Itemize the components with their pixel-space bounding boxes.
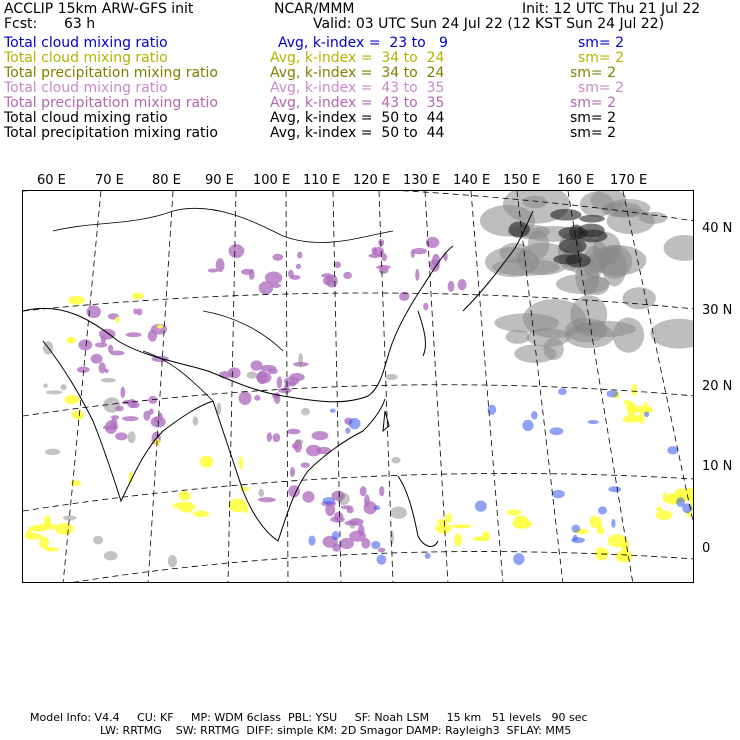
longitude-label: 90 E [205, 173, 234, 188]
blue-cloud-blob [425, 553, 431, 559]
init-time: Init: 12 UTC Thu 21 Jul 22 [522, 1, 701, 17]
yellow-cloud-blob [435, 523, 451, 533]
field-name: Total cloud mixing ratio [4, 80, 168, 96]
yellow-cloud-blob [70, 480, 81, 486]
valid-time: Valid: 03 UTC Sun 24 Jul 22 (12 KST Sun 24 Jul 22) [313, 16, 665, 32]
gray-cloud-blob [104, 551, 118, 560]
gray-cloud-blob [93, 536, 103, 545]
field-range: Avg, k-index = 50 to 44 [270, 125, 445, 141]
longitude-label: 130 E [403, 173, 441, 188]
gray-cloud-blob [528, 230, 549, 259]
purple-precip-blob [258, 497, 276, 502]
blue-cloud-blob [573, 535, 578, 541]
purple-precip-blob [429, 259, 439, 272]
yellow-cloud-blob [44, 515, 51, 527]
purple-precip-blob [265, 271, 282, 284]
gray-cloud-blob [128, 431, 136, 443]
purple-precip-blob [101, 335, 106, 344]
gray-cloud-blob [390, 531, 394, 545]
yellow-cloud-blob [243, 505, 248, 514]
gray-cloud-blob [63, 515, 76, 520]
purple-precip-blob [278, 388, 292, 393]
longitude-label: 110 E [303, 173, 341, 188]
blue-cloud-blob [522, 420, 533, 431]
purple-precip-blob [448, 281, 455, 292]
latitude-label: 40 N [702, 221, 733, 236]
blue-cloud-blob [322, 497, 335, 504]
purple-precip-blob [95, 342, 108, 347]
purple-precip-blob [228, 367, 241, 378]
yellow-cloud-blob [115, 316, 119, 322]
yellow-cloud-blob [26, 530, 32, 539]
longitude-label: 100 E [253, 173, 291, 188]
purple-precip-blob [332, 544, 341, 552]
gray-cloud-blob [650, 319, 694, 349]
gray-cloud-blob [623, 287, 656, 309]
purple-precip-blob [104, 369, 108, 373]
latitude-label: 10 N [702, 459, 733, 474]
purple-precip-blob [105, 420, 117, 434]
purple-precip-blob [376, 265, 391, 270]
gray-cloud-blob [247, 371, 258, 378]
yellow-cloud-blob [454, 533, 462, 546]
field-range: Avg, k-index = 34 to 24 [270, 65, 445, 81]
purple-precip-blob [301, 462, 310, 467]
longitude-label: 150 E [503, 173, 541, 188]
purple-precip-blob [126, 332, 142, 337]
gray-cloud-blob [544, 338, 564, 360]
yellow-cloud-blob [597, 526, 605, 534]
field-smoothing: sm= 2 [578, 50, 625, 66]
model-info-line2: LW: RRTMG SW: RRTMG DIFF: simple KM: 2D Smagor DAMP: Rayleigh3 SFLAY: MM5 [100, 724, 572, 737]
yellow-cloud-blob [45, 547, 58, 552]
purple-precip-blob [312, 431, 329, 440]
gray-cloud-blob [45, 449, 60, 455]
purple-precip-blob [382, 253, 387, 261]
purple-precip-blob [340, 538, 354, 549]
field-name: Total precipitation mixing ratio [4, 125, 218, 141]
purple-precip-blob [423, 303, 428, 311]
longitude-label: 60 E [37, 173, 66, 188]
yellow-cloud-blob [71, 410, 84, 419]
field-name: Total cloud mixing ratio [4, 50, 168, 66]
purple-precip-blob [108, 345, 113, 353]
blue-cloud-blob [349, 418, 361, 429]
gray-cloud-blob [193, 416, 199, 425]
yellow-cloud-blob [132, 292, 144, 299]
yellow-cloud-blob [656, 507, 662, 512]
purple-precip-blob [302, 491, 314, 503]
dark-cloud-blob [558, 227, 588, 240]
latitude-label: 0 [702, 541, 711, 556]
model-info-line1: Model Info: V4.4 CU: KF MP: WDM 6class PBL: YSU SF: Noah LSM 15 km 51 levels 90 sec [30, 711, 588, 724]
blue-cloud-blob [608, 486, 621, 492]
purple-precip-blob [268, 368, 278, 374]
latitude-label: 20 N [702, 379, 733, 394]
lat-line-10 [23, 473, 694, 511]
purple-precip-blob [257, 371, 268, 384]
blue-cloud-blob [475, 500, 487, 511]
yellow-cloud-blob [172, 502, 188, 508]
yellow-cloud-blob [64, 530, 70, 536]
purple-precip-blob [360, 486, 367, 496]
yellow-cloud-blob [64, 395, 79, 404]
gray-cloud-blob [168, 555, 177, 567]
longitude-label: 140 E [453, 173, 491, 188]
purple-precip-blob [290, 467, 295, 477]
purple-precip-blob [254, 395, 260, 401]
blue-cloud-blob [598, 506, 607, 514]
yellow-cloud-blob [482, 531, 490, 541]
purple-precip-blob [458, 279, 467, 290]
yellow-cloud-blob [616, 551, 633, 563]
purple-precip-blob [131, 402, 140, 408]
yellow-cloud-blob [631, 384, 637, 397]
dark-cloud-blob [559, 239, 587, 254]
blue-cloud-blob [332, 531, 340, 540]
dark-cloud-blob [550, 209, 581, 221]
yellow-cloud-blob [39, 536, 49, 548]
yellow-cloud-blob [193, 511, 209, 518]
center-label: NCAR/MMM [274, 1, 355, 17]
gray-cloud-blob [61, 384, 67, 390]
purple-precip-blob [296, 264, 301, 269]
purple-precip-blob [239, 391, 252, 405]
purple-precip-blob [149, 409, 154, 415]
gray-cloud-blob [601, 202, 641, 217]
purple-precip-blob [241, 269, 253, 275]
field-name: Total cloud mixing ratio [4, 35, 168, 51]
lon-line-80 [148, 191, 173, 583]
field-range: Avg, k-index = 23 to 9 [278, 35, 448, 51]
blue-cloud-blob [558, 388, 567, 395]
yellow-cloud-blob [507, 509, 522, 515]
blue-cloud-blob [644, 411, 649, 417]
model-title: ACCLIP 15km ARW-GFS init [4, 1, 194, 17]
longitude-label: 160 E [557, 173, 595, 188]
yellow-cloud-blob [28, 526, 37, 531]
blue-cloud-blob [552, 490, 565, 498]
purple-precip-blob [364, 495, 370, 507]
lon-line-70 [63, 191, 101, 583]
gray-cloud-blob [390, 506, 407, 518]
gray-cloud-blob [664, 235, 694, 261]
gray-cloud-blob [43, 383, 48, 387]
purple-precip-blob [91, 354, 103, 364]
gray-cloud-blob [494, 313, 559, 332]
purple-precip-blob [287, 429, 301, 435]
blue-cloud-blob [374, 505, 381, 510]
longitude-label: 170 E [610, 173, 648, 188]
blue-cloud-blob [513, 553, 524, 565]
blue-cloud-blob [611, 519, 615, 528]
purple-precip-blob [122, 416, 139, 421]
gray-cloud-blob [499, 243, 531, 263]
blue-cloud-blob [308, 536, 315, 546]
field-smoothing: sm= 2 [570, 95, 617, 111]
purple-precip-blob [277, 377, 282, 389]
gray-cloud-blob [301, 408, 310, 416]
coastline-korea [418, 311, 425, 356]
purple-precip-blob [326, 274, 338, 287]
purple-precip-blob [289, 373, 305, 381]
field-smoothing: sm= 2 [570, 110, 617, 126]
yellow-cloud-blob [200, 456, 213, 468]
purple-precip-blob [306, 445, 321, 457]
yellow-cloud-blob [239, 456, 243, 469]
cloud-field-layer [25, 191, 694, 567]
purple-precip-blob [379, 486, 384, 496]
fcst-value: 63 h [64, 16, 96, 32]
yellow-cloud-blob [178, 491, 191, 500]
yellow-cloud-blob [590, 515, 598, 528]
yellow-cloud-blob [452, 524, 472, 528]
gray-cloud-blob [506, 330, 530, 344]
purple-precip-blob [120, 387, 125, 398]
gray-cloud-blob [258, 489, 264, 497]
purple-precip-blob [292, 443, 299, 449]
gray-cloud-blob [386, 374, 398, 380]
purple-precip-blob [78, 339, 92, 350]
map-panel [22, 190, 694, 583]
yellow-cloud-blob [68, 296, 84, 305]
field-range: Avg, k-index = 50 to 44 [270, 110, 445, 126]
gray-cloud-blob [46, 390, 63, 394]
fcst-label: Fcst: [4, 16, 38, 32]
purple-precip-blob [290, 275, 301, 280]
purple-precip-blob [267, 432, 272, 442]
lon-line-130 [425, 191, 448, 583]
field-name: Total precipitation mixing ratio [4, 95, 218, 111]
field-range: Avg, k-index = 43 to 35 [270, 80, 445, 96]
yellow-cloud-blob [66, 337, 76, 344]
yellow-cloud-blob [639, 413, 644, 423]
longitude-label: 80 E [152, 173, 181, 188]
field-range: Avg, k-index = 34 to 24 [270, 50, 445, 66]
coastline-taiwan [383, 411, 389, 431]
yellow-cloud-blob [239, 486, 249, 491]
purple-precip-blob [297, 251, 302, 258]
gray-cloud-blob [350, 524, 355, 528]
purple-precip-blob [136, 308, 142, 315]
blue-cloud-blob [571, 525, 580, 533]
dark-cloud-blob [579, 215, 605, 223]
blue-cloud-blob [682, 503, 692, 513]
map-svg [23, 191, 694, 583]
purple-precip-blob [208, 268, 218, 272]
field-smoothing: sm= 2 [570, 65, 617, 81]
purple-precip-blob [229, 244, 245, 258]
field-range: Avg, k-index = 43 to 35 [270, 95, 445, 111]
field-name: Total cloud mixing ratio [4, 110, 168, 126]
purple-precip-blob [349, 518, 364, 526]
purple-precip-blob [411, 249, 415, 258]
blue-cloud-blob [376, 555, 386, 565]
blue-cloud-blob [667, 446, 678, 454]
yellow-cloud-blob [513, 519, 532, 529]
blue-cloud-blob [531, 411, 538, 420]
blue-cloud-blob [550, 427, 564, 435]
gray-cloud-blob [101, 378, 116, 383]
blue-cloud-blob [345, 428, 350, 434]
gray-cloud-blob [298, 353, 303, 368]
gray-cloud-blob [296, 439, 304, 443]
latitude-label: 30 N [702, 303, 733, 318]
yellow-cloud-blob [655, 510, 672, 520]
field-smoothing: sm= 2 [570, 125, 617, 141]
purple-precip-blob [341, 505, 353, 509]
blue-cloud-blob [371, 541, 380, 549]
purple-precip-blob [378, 548, 386, 553]
gray-cloud-blob [391, 457, 400, 464]
yellow-cloud-blob [625, 404, 637, 410]
purple-precip-blob [272, 433, 280, 442]
purple-precip-blob [325, 503, 335, 516]
field-smoothing: sm= 2 [578, 35, 625, 51]
purple-precip-blob [272, 254, 283, 261]
field-smoothing: sm= 2 [578, 80, 625, 96]
purple-precip-blob [415, 269, 419, 281]
blue-cloud-blob [588, 420, 599, 424]
field-name: Total precipitation mixing ratio [4, 65, 218, 81]
blue-cloud-blob [330, 409, 336, 413]
purple-precip-blob [115, 432, 127, 440]
longitude-label: 120 E [353, 173, 391, 188]
longitude-label: 70 E [95, 173, 124, 188]
blue-cloud-blob [606, 390, 618, 397]
purple-precip-blob [343, 272, 352, 279]
yellow-cloud-blob [157, 324, 163, 328]
gray-cloud-blob [556, 274, 610, 294]
